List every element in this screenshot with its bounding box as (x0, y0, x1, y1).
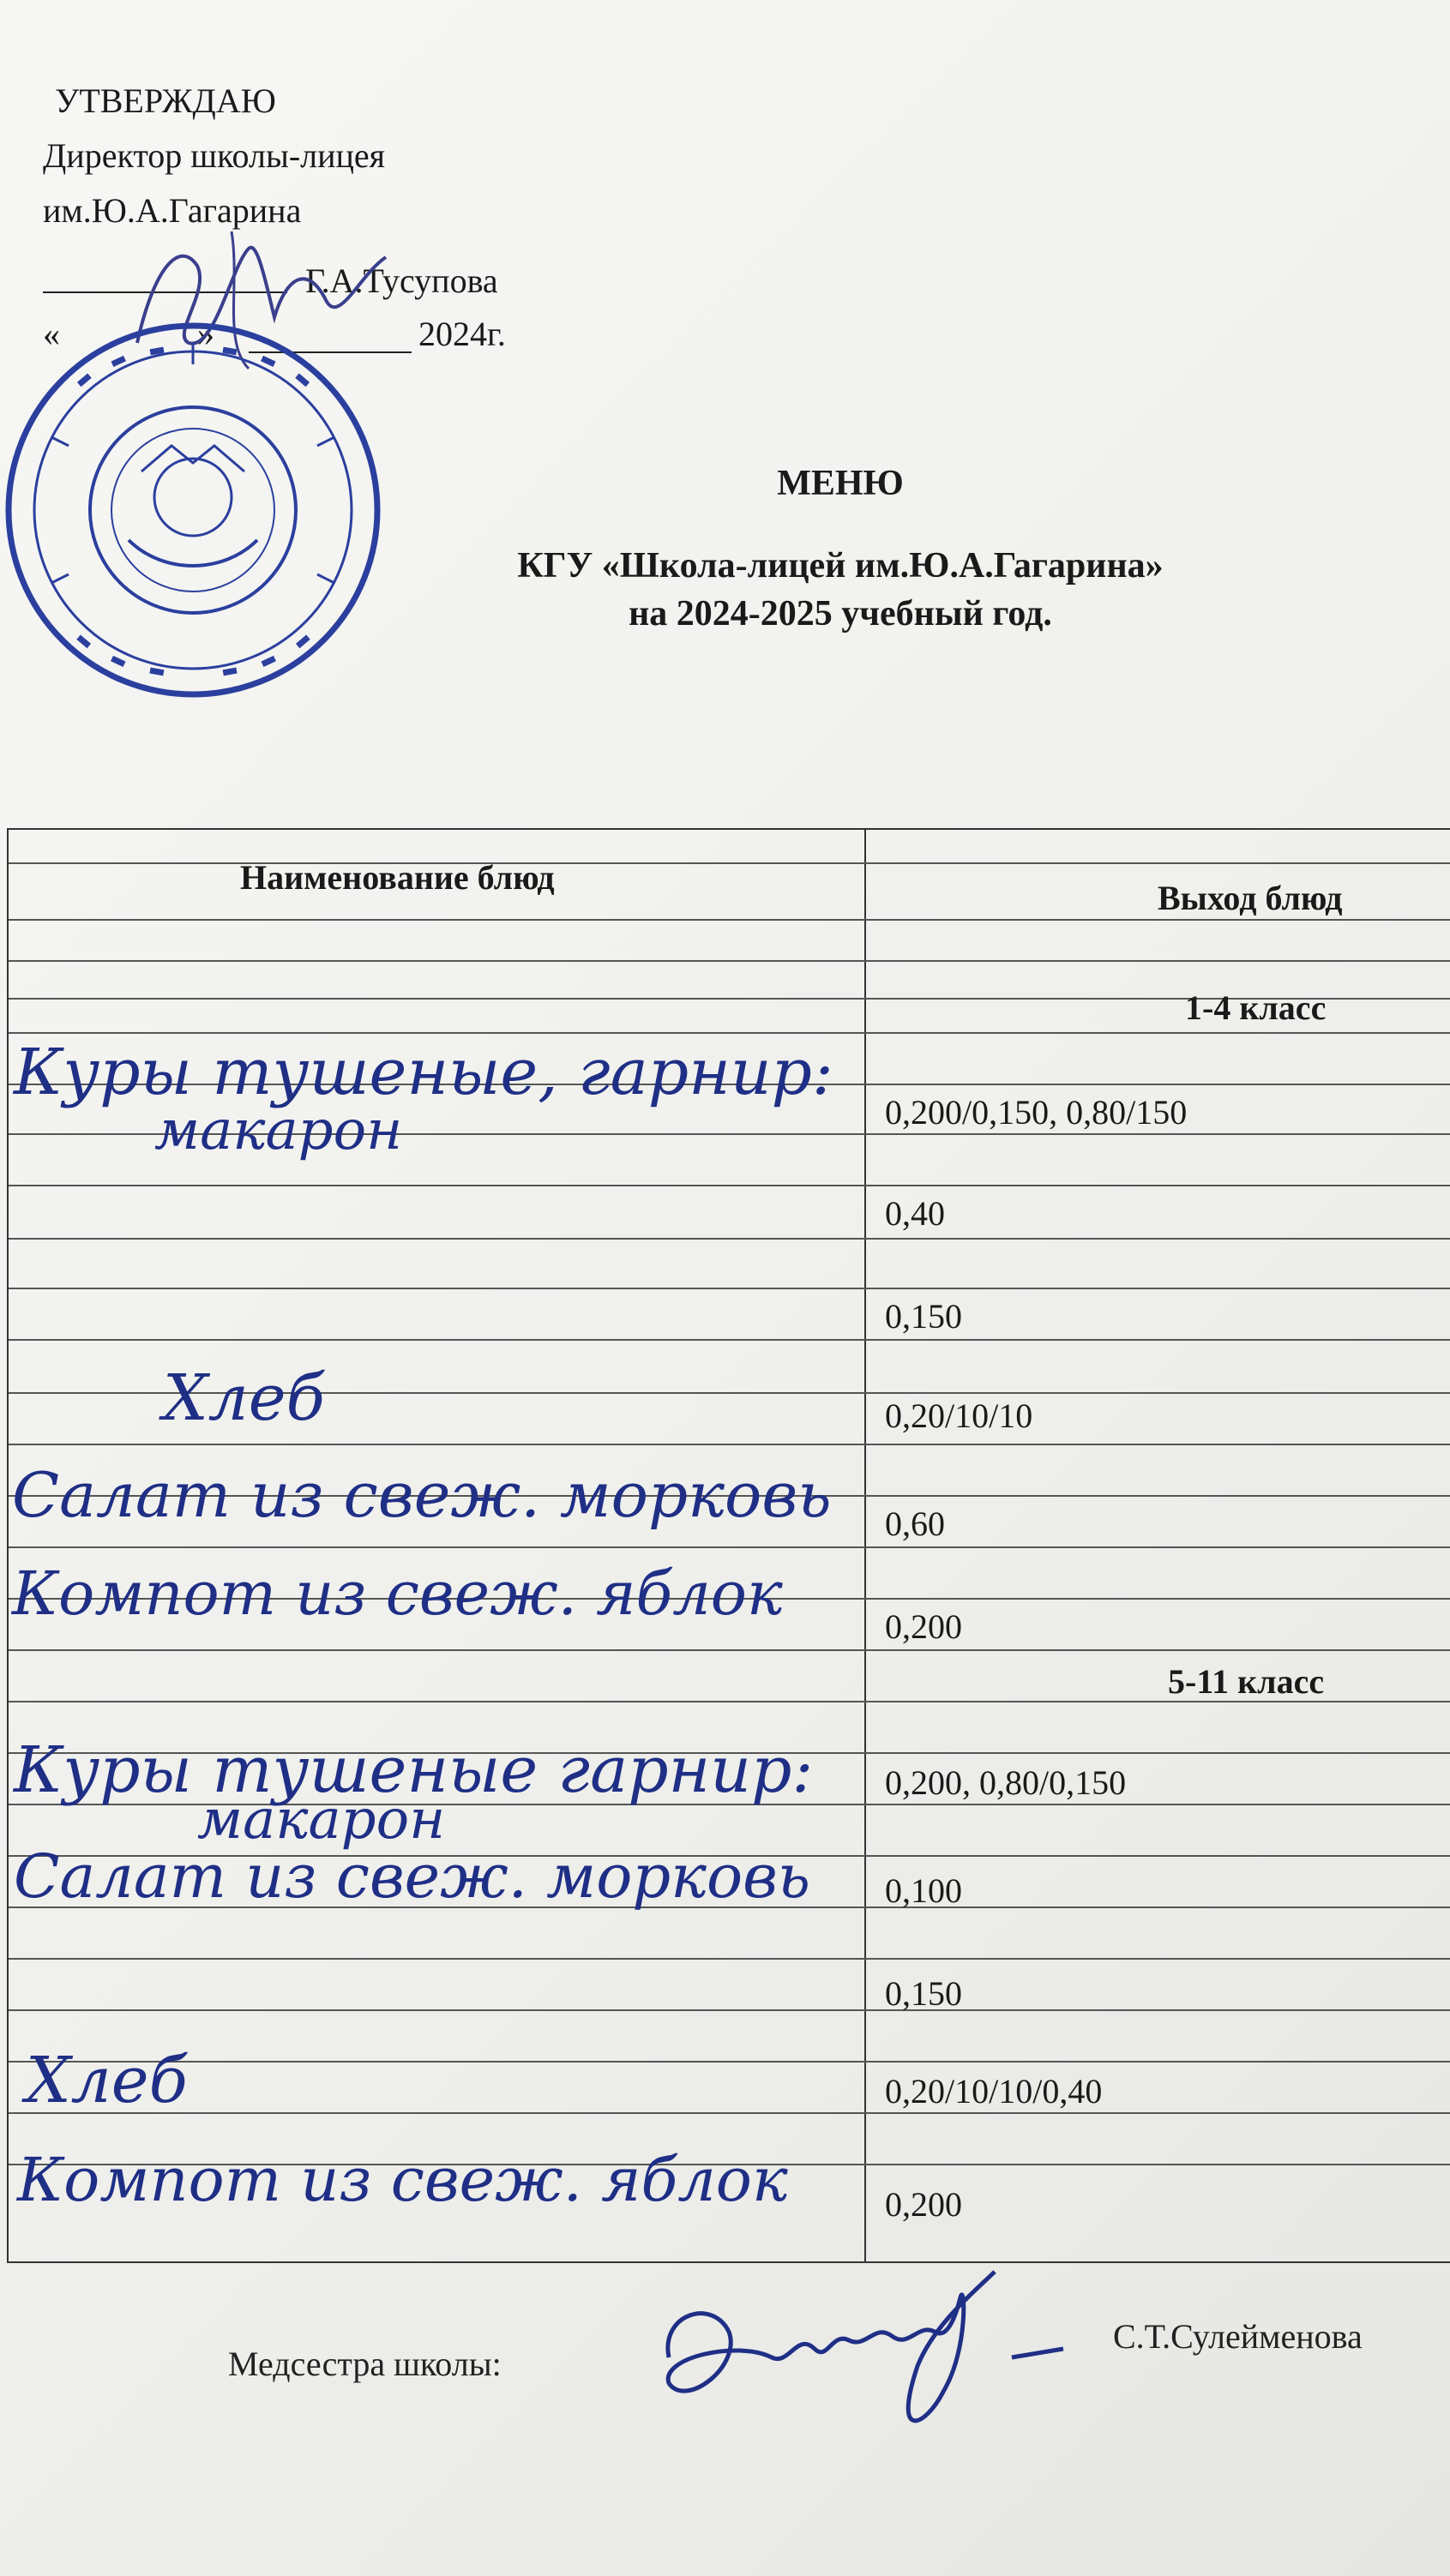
row-line (9, 1339, 1450, 1341)
school-seal (0, 317, 386, 703)
row-line (9, 1288, 1450, 1289)
row-line (9, 1238, 1450, 1240)
header-dish-name: Наименование блюд (240, 858, 555, 897)
header-output: Выход блюд (1158, 879, 1343, 917)
menu-title: МЕНЮ (777, 464, 904, 503)
dish-name-cont: макарон (154, 1099, 403, 1162)
dish-output: 0,200, 0,80/0,150 (885, 1763, 1127, 1802)
dish-output: 0,200 (885, 2185, 962, 2224)
nurse-role: Медсестра школы: (228, 2345, 502, 2383)
dish-name: Хлеб (26, 2044, 188, 2117)
approval-school: им.Ю.А.Гагарина (43, 191, 302, 230)
dish-output: 0,60 (885, 1504, 945, 1543)
dish-name: Хлеб (163, 1361, 325, 1435)
dish-name: Компот из свеж. яблок (12, 1558, 783, 1629)
approval-date-year: 2024г. (418, 315, 506, 353)
dish-name: Салат из свеж. морковь (12, 1459, 832, 1531)
section-grades-5-11: 5-11 класс (1168, 1662, 1325, 1701)
menu-table (7, 828, 1450, 2263)
dish-name: Куры тушеные, гарнир: (14, 1036, 833, 1109)
row-line (9, 1649, 1450, 1651)
dish-output: 0,100 (885, 1871, 962, 1910)
dish-name: Салат из свеж. морковь (14, 1841, 810, 1912)
approval-date-open: « (43, 315, 60, 353)
row-line (9, 1032, 1450, 1034)
dish-output: 0,200 (885, 1607, 962, 1646)
section-grades-1-4: 1-4 класс (1185, 988, 1327, 1027)
menu-organization: КГУ «Школа-лицей им.Ю.А.Гагарина» (517, 546, 1164, 585)
row-line (9, 1958, 1450, 1960)
dish-output: 0,20/10/10/0,40 (885, 2072, 1103, 2111)
row-line (9, 2112, 1450, 2114)
approval-position: Директор школы-лицея (43, 136, 386, 175)
row-line (9, 2009, 1450, 2011)
row-line (9, 1546, 1450, 1548)
approval-signatory: Г.А.Тусупова (305, 261, 498, 300)
row-line (9, 1444, 1450, 1445)
dish-name-cont: макарон (197, 1788, 446, 1852)
dish-output: 0,150 (885, 1974, 962, 2013)
dish-name: Куры тушеные гарнир: (14, 1733, 814, 1807)
nurse-name: С.Т.Сулейменова (1113, 2317, 1363, 2356)
dish-output: 0,40 (885, 1194, 945, 1233)
dish-output: 0,200/0,150, 0,80/150 (885, 1093, 1188, 1132)
row-line (9, 919, 1450, 921)
dish-name: Компот из свеж. яблок (17, 2145, 788, 2215)
nurse-signature (635, 2263, 1080, 2460)
dish-output: 0,150 (885, 1297, 962, 1336)
row-line (9, 862, 1450, 864)
menu-school-year: на 2024-2025 учебный год. (629, 594, 1052, 633)
row-line (9, 2061, 1450, 2063)
dish-output: 0,20/10/10 (885, 1396, 1033, 1435)
approval-title: УТВЕРЖДАЮ (55, 81, 276, 120)
row-line (9, 960, 1450, 962)
row-line (9, 1185, 1450, 1186)
approval-date-mid: » (197, 315, 214, 353)
